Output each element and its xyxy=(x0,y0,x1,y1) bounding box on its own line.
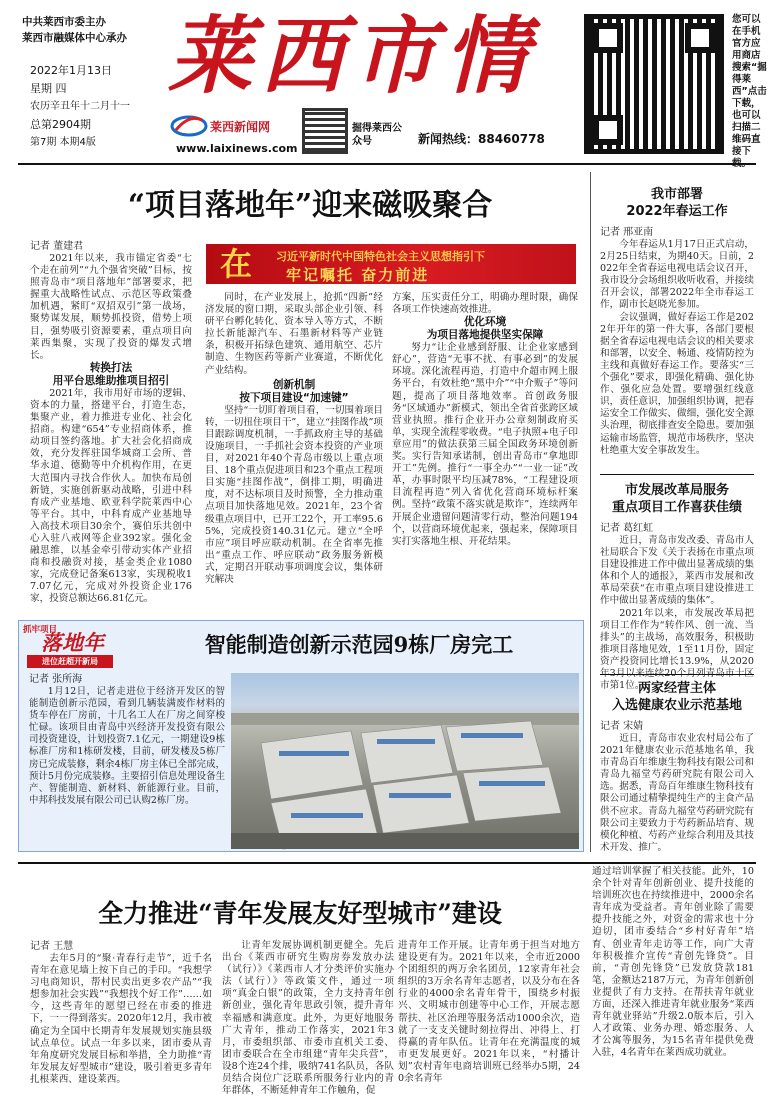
agriculture-paragraph: 近日，青岛市农业农村局公布了2021年健康农业示范基地名单，我市青岛百年维康生物科技有限公司和青岛九福堂芍药研究院有限公司入选。据悉，青岛百年维康生物科技有限公司通过精挚提纯生产的主食产品供不应求。青岛九福堂芍药研究院有限公司主要致力于芍药新品培育、规模化种植、芍药产业综合利用及其技术开发、推广。 xyxy=(600,733,754,853)
development-headline-1: 市发展改革局服务 xyxy=(624,483,729,498)
app-download-note: 您可以在手机官方应用商店搜索“掘得莱西”点击下载，也可以扫描二维码直接下 xyxy=(732,14,767,157)
agriculture-headline-1: 两家经营主体 xyxy=(637,681,716,696)
lead-column-1 xyxy=(30,240,192,605)
slogan-banner xyxy=(206,244,576,284)
issue-info xyxy=(30,62,160,152)
website-logo-icon xyxy=(170,112,208,138)
spring-headline-2: 2022年春运工作 xyxy=(626,204,728,219)
slogan-bottom-line: 牢记嘱托 奋力前进 xyxy=(286,266,430,284)
right-divider xyxy=(600,474,754,475)
bottom-paragraph: 去年5月的“聚·青春行走节”，近千名青年在意见墙上按下自己的手印。“我想学习电商知识，帮村民卖出更多农产品”“我想参加社会实践”“我想找个好工作”……如今，这些青年的愿望已经在市委的推进下，一一得到落实。2020年12月，我市被确定为全国中长期青年发展规划实施县级试点单位。试点一年多以来，团市委从青年角度研究发展目标和举措，全力助推“青年发展友好型城市”建设，吸引着更多青年扎根莱西、建设莱西。 xyxy=(30,953,212,1085)
bottom-paragraph: 进青年工作开展。让青年勇于担当对地方建设更有为。2021年以来，全市近2000个团组织的两万余名团员，12家青年社会组织的3万余名青年志愿者，以及分布在各行业的4000余名青年骨干，围绕乡村振兴、文明城市创建等中心工作，开展志愿帮扶、社区治理等服务活动1000余次，造就了一支支关键时刻拉得出、冲得上、打得赢的青年队伍。让青年在充满温度的城市更发展更好。2021年以来，“村播计划”农村青年电商培训班已经举办5期，240余名青年 xyxy=(398,940,580,1085)
right-story-spring-festival xyxy=(600,186,754,456)
spring-paragraph: 今年春运从1月17日正式启动，2月25日结束，为期40天。日前，2022年全省春运电视电话会议召开，我市设分会场组织收听收看，并接续召开会议，部署2022年全市春运工作，副市长赵晓光参加。 xyxy=(600,239,754,311)
feature-paragraph: 1月12日，记者走进位于经济开发区的智能制造创新示范园，看到几辆装满废作材料的货车停在厂房前，十几名工人在厂房之间穿梭忙碌。该项目由青岛中兴经济开发投资有限公司投资建设，计划投资7.1亿元，一期建设9栋标准厂房和1栋研发楼，目前，研发楼及5栋厂房已完成装修，剩余4栋厂房主体已全部完成，预计5月份完成装修。主要招引信息处理设备生产、智能制造、新材料、新能源行业。目前，中邦科技发展有限公司已认购2栋厂房。 xyxy=(29,686,225,806)
bottom-column-3 xyxy=(398,940,580,1102)
development-byline: 记者 葛红虹 xyxy=(600,523,654,534)
website-name: 莱西新闻网 xyxy=(210,120,271,134)
feature-text-column xyxy=(29,673,225,849)
feature-headline: 智能制造创新示范园9栋厂房完工 xyxy=(204,632,514,657)
news-hotline: 新闻热线：88460778 xyxy=(418,132,545,146)
development-paragraph: 近日，青岛市发改委、青岛市人社局联合下发《关于表扬在市重点项目建设推进工作中做出显著成绩的集体和个人的通报》，莱西市发展和改革局荣获“在市重点项目建设推进工作中做出显著成绩的集体”。 xyxy=(600,535,754,607)
right-divider xyxy=(600,674,754,675)
lead-paragraph: 2021年以来，我市锚定省委“七个走在前列”“九个强省突破”目标，按照青岛市“项目落地年”部署要求，把握重大战略性试点、示范区等政策叠加机遇，紧盯“双招双引”第一战场，聚势谋发展，顺势抓投资，借势上项目，强势吸引资源要素，重点项目向莱西集聚，实现了投资的爆发式增长。 xyxy=(30,253,192,361)
website-url[interactable]: www.laixinews.com xyxy=(176,142,298,155)
masthead-divider xyxy=(18,163,756,165)
feature-byline: 记者 张所海 xyxy=(29,674,83,685)
bottom-paragraph: 让青年发展协调机制更健全。先后出台《莱西市研究生购房券发放办法（试行）》《莱西市人才分类评价实施办法（试行）》等政策文件，通过一项项“真金白银”的政策，全力支持青年创新创业，强化青年思政引领，提升青年幸福感和满意度。此外，为更好地服务广大青年，推动工作落实，2021年3月，市委组织部、市委市直机关工委、团市委联合在全市组建“青年尖兵营”，设8个连24个排，吸纳741名队员，各队员结合岗位广泛联系所服务行业内的青年群体，不断延伸青年工作触角，促 xyxy=(222,940,394,1097)
agriculture-byline: 记者 宋婧 xyxy=(600,721,644,732)
badge-top: 抓牢项目 xyxy=(23,625,58,635)
feature-badge xyxy=(23,623,123,669)
issue-total-number: 总第2904期 xyxy=(30,118,91,131)
agriculture-headline-2: 入选健康农业示范基地 xyxy=(611,698,742,713)
app-download-qr-code-icon xyxy=(584,14,724,154)
lead-paragraph: 同时，在产业发展上，抢抓“四新”经济发展的窗口期，采取头部企业引领、科研平台孵化转化、资本导入等方式，不断拉长新能源汽车、石墨新材料等产业链条，积极开拓绿色建筑、通用航空、芯片制造、生物医药等新产业赛道，不断优化产业结构。 xyxy=(205,292,383,376)
subhead-environment: 优化环境 xyxy=(463,316,507,329)
organizer-line-1: 中共莱西市委主办 xyxy=(22,16,106,28)
lead-column-3 xyxy=(392,292,578,592)
subhead-environment-sub: 为项目落地提供坚实保障 xyxy=(426,329,544,342)
issue-week-number: 第7期 本期4版 xyxy=(30,137,96,148)
bottom-headline: 全力推进“青年发展友好型城市”建设 xyxy=(98,899,502,928)
feature-box xyxy=(18,620,584,852)
column-divider xyxy=(590,172,591,852)
bottom-column-1 xyxy=(30,940,212,1102)
subhead-transform-sub: 用平台思维助推项目招引 xyxy=(52,374,170,387)
spring-headline-1: 我市部署 xyxy=(650,187,703,202)
subhead-mechanism: 创新机制 xyxy=(272,378,316,391)
lunar-date: 农历辛丑年十二月十一 xyxy=(30,101,130,112)
spring-paragraph: 会议强调，做好春运工作是2022年开年的第一件大事，各部门要根据全省春运电视电话会议的相关要求和部署，以安全、畅通、疫情防控为主线和真做好春运工作。要落实“三个强化”要求，即强化精确、强化协作、强化应急处置。要增强红线意识，责任意识，加强组织协调，把春运安全工作做实、做细，强化安全源头治理，彻底排查安全隐患。要加强运输市场监管，规范市场秩序，坚决杜绝重大安全事故发生。 xyxy=(600,311,754,456)
section-divider xyxy=(18,862,756,864)
bottom-paragraph: 通过培训掌握了相关技能。此外，10余个针对青年创新创业、提升技能的培训班次也在持续推进中，2000余名青年成为受益者。青年创业除了需要提升技能之外，对资金的需求也十分迫切，团市委结合“乡村好青年”培育、创业青年走访等工作，向广大青年积极推介宣传“青创先锋贷”。目前，“青创先锋贷”已发放贷款181笔，金额达2187万元，为青年创新创业提供了有力支持。在帮扶青年就业方面，还深入推进青年就业服务“莱西青年就业驿站”升级2.0版本后，引入人才政策、业务办理、婚恋服务、人才公寓等服务，为15名青年提供免费入驻，4名青年在莱西成功就业。 xyxy=(592,866,754,1059)
slogan-top-line: 习近平新时代中国特色社会主义思想指引下 xyxy=(276,250,485,263)
issue-weekday: 星期 四 xyxy=(30,82,67,95)
lead-paragraph: 努力“让企业感到舒服、让企业家感到舒心”，营造“无事不扰、有事必到”的发展环境。深化流程再造，打造中介超市网上服务平台，有效杜绝“黑中介”“中介贩子”等问题，提高了项目落地效率。首创政务服务“区域通办”新模式，领出全省首张跨区域营业执照。推行企业开办公章刻制政府买单，实现全流程零收费。“电子执照+电子印章应用”的做法获第三届全国政务环境创新奖。实行告知承诺制，创出青岛市“拿地即开工”先例。推行“一事全办”“一业一证”改革，办事时限平均压减78%，“工程建设项目流程再造”列入省优化营商环境标杆案例。坚持“政策不落实就是欺诈”，连续两年开展企业遗留问题清零行动，整治问题194个，以营商环境优起来，强起来，保障项目实打实落地生根、开花结果。 xyxy=(392,342,578,547)
lead-column-2 xyxy=(205,292,383,592)
subhead-mechanism-sub: 按下项目建设“加速键” xyxy=(239,391,349,404)
development-headline-2: 重点项目工作喜获佳绩 xyxy=(611,500,742,515)
masthead xyxy=(0,0,772,162)
factory-aerial-photo xyxy=(231,673,579,849)
wechat-label: 掘得莱西公众号 xyxy=(352,123,402,147)
bottom-column-2 xyxy=(222,940,394,1102)
organizer-line-2: 莱西市融媒体中心承办 xyxy=(22,32,127,44)
lead-paragraph: 2021年，我市用好市场的逻辑、资本的力量，搭建平台，打造生态，集聚产业，着力推进专业化、社会化招商。构建“654”专业招商体系，推动项目签约落地。扩大社会化招商成效，充分发挥驻国华城商工会所、普华永道、德勤等中介机构作用，在更大范围内寻找合作伙人。加快布局创新链，实施创新驱动战略，引进中科育成产业基地、欧亚科学院莱西中心等平台。其中，中科育成产业基地导入高技术项目30余个，赛伯乐共创中心入驻八戒网等企业392家。强化金融思维，以基金牵引带动实体产业招商和投融资对接，基金类企业1080家，完成登记备案613家，实现税收17.07亿元，完成对外投资企业176家，投资总额达66.81亿元。 xyxy=(30,387,192,605)
badge-main: 落地年 xyxy=(41,630,104,655)
lead-paragraph: 坚持“一切盯着项目看，一切围着项目转，一切扭住项目干”，建立“挂图作战”项目跟踪调度机制，一手抓政府主导的基础设施项目，一手抓社会资本投资的产业项目，对2021年40个青岛市级以上重点项目、18个重点促进项目和23个重点工程项目实施“挂图作战”，倒排工期，明确进度，对不达标项目及时预警，全力推动重点项目加快落地见效。2021年，23个省级重点项目中，已开工22个，开工率95.65%，完成投资140.31亿元。建立“全呼市应”项目呼应联动机制。在全省率先推出“重点工作、呼应联动”政务服务新模式，定期召开联动事项调度会议，集体研究解决 xyxy=(205,404,383,585)
newspaper-title: 莱西市情 xyxy=(168,6,537,105)
bottom-byline: 记者 王慧 xyxy=(30,941,74,952)
spring-byline: 记者 邢亚南 xyxy=(600,227,654,238)
bottom-column-4 xyxy=(592,866,754,1102)
development-paragraph: 2021年以来，市发展改革局把项目工作作为“转作风、创一流、当排头”的主战场，高效服务，积极助推项目落地见效，1至11月份，固定资产投资同比增长13.9%，从2020 市第1位。 xyxy=(600,607,754,692)
masthead-info xyxy=(22,14,152,46)
issue-date: 2022年1月13日 xyxy=(30,64,112,77)
wechat-qr-code-icon xyxy=(302,108,348,154)
badge-bottom: 进位赶超开新局 xyxy=(27,655,113,668)
lead-paragraph: 方案，压实责任分工，明确办理时限，确保各项工作快速高效推进。 xyxy=(392,292,578,316)
right-story-agriculture xyxy=(600,680,754,867)
subhead-transform: 转换打法 xyxy=(89,361,133,374)
lead-headline: “项目落地年”迎来磁吸聚合 xyxy=(127,188,493,223)
slogan-big-char: 在 xyxy=(220,245,253,283)
lead-byline: 记者 董建君 xyxy=(30,241,84,252)
